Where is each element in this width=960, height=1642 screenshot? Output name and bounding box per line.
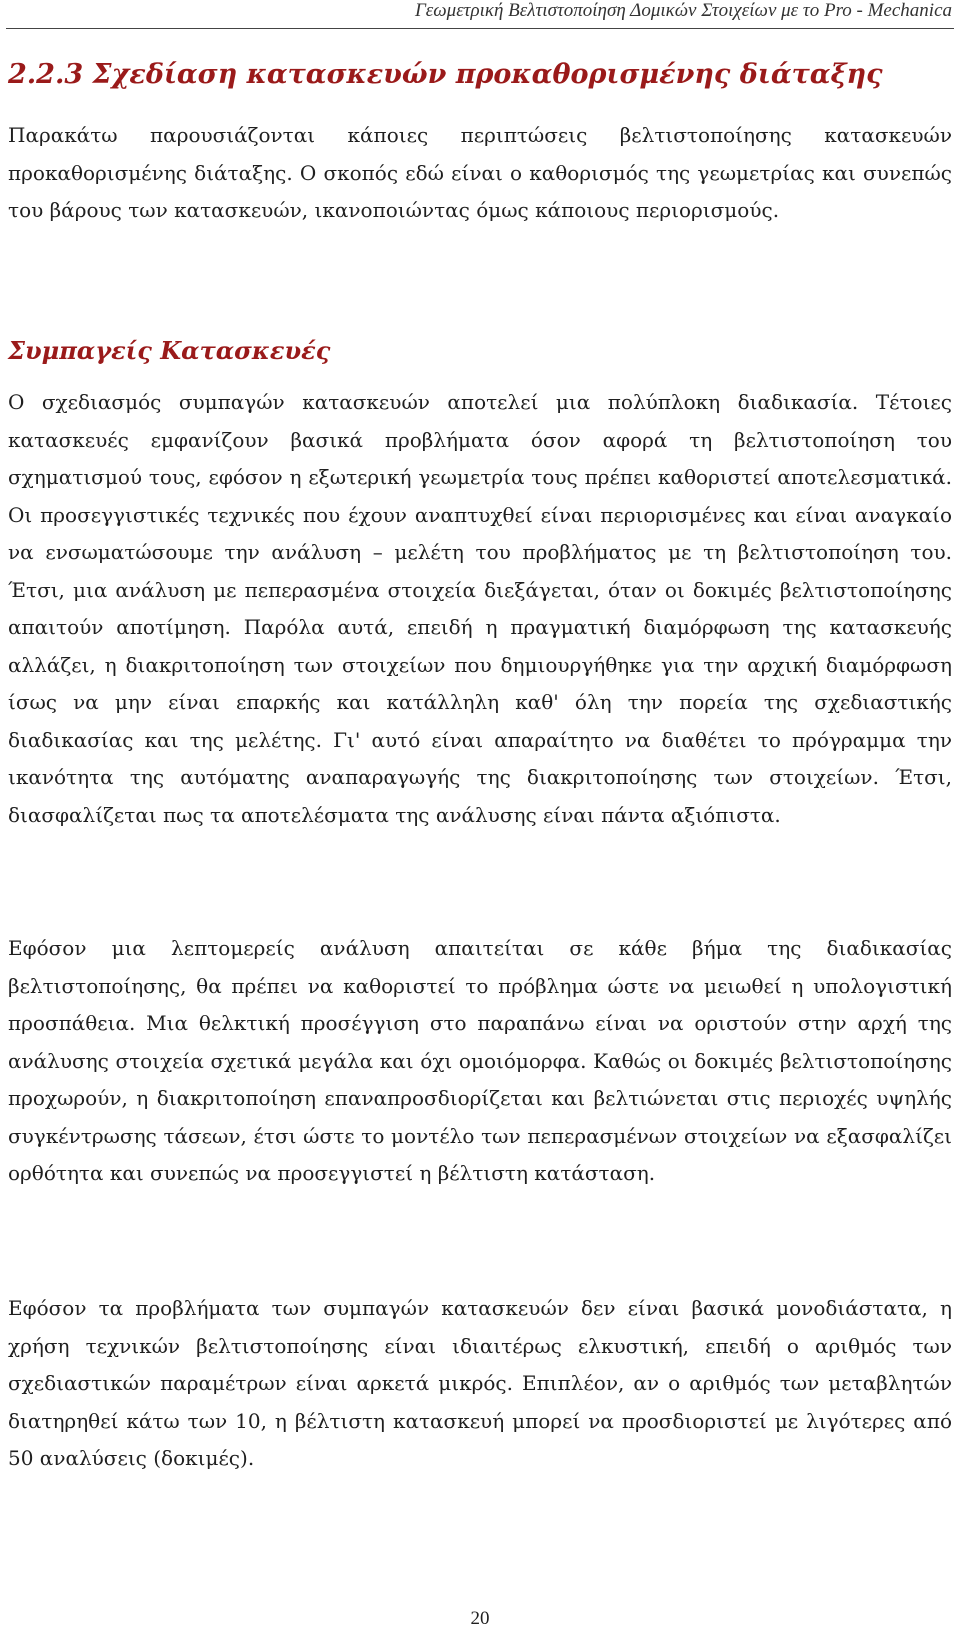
- section-title: 2.2.3 Σχεδίαση κατασκευών προκαθορισμένης διάταξης: [8, 59, 883, 90]
- page-number: 20: [470, 1608, 490, 1629]
- body-paragraph: Ο σχεδιασμός συμπαγών κατασκευών αποτελεί μια πολύπλοκη διαδικασία. Τέτοιες κατασκευές εμφανίζουν βασικά προβλήματα όσον αφορά τη βελτιστοποίηση του σχηματισμού τους, εφόσον η εξωτερική γεωμετρία τους πρέπει καθοριστεί αποτελεσματικά. Οι προσεγγιστικές τεχνικές που έχουν αναπτυχθεί είναι περιορισμένες και είναι αναγκαίο να ενσωματώσουμε την ανάλυση – μελέτη του προβλήματος με τη βελτιστοποίηση του. Έτσι, μια ανάλυση με πεπερασμένα στοιχεία διεξάγεται, όταν οι δοκιμές βελτιστοποίησης απαιτούν αποτίμηση. Παρόλα αυτά, επειδή η πραγματική διαμόρφωση της κατασκευής αλλάζει, η διακριτοποίηση των στοιχείων που δημιουργήθηκε για την αρχική διαμόρφωση ίσως να μην είναι επαρκής και κατάλληλη καθ' όλη την πορεία της σχεδιαστικής διαδικασίας και της μελέτης. Γι' αυτό είναι απαραίτητο να διαθέτει το πρόγραμμα την ικανότητα της αυτόματης αναπαραγωγής της διακριτοποίησης των στοιχείων. Έτσι, διασφαλίζεται πως τα αποτελέσματα της ανάλυσης είναι πάντα αξιόπιστα.: [8, 390, 952, 827]
- subsection-heading: Συμπαγείς Κατασκευές: [8, 336, 331, 365]
- intro-paragraph: Παρακάτω παρουσιάζονται κάποιες περιπτώσεις βελτιστοποίησης κατασκευών προκαθορισμένης διάταξης. Ο σκοπός εδώ είναι ο καθορισμός της γεωμετρίας και συνεπώς του βάρους των κατασκευών, ικανοποιώντας όμως κάποιους περιορισμούς.: [8, 123, 952, 222]
- header-divider: [6, 28, 954, 29]
- body-paragraph: Εφόσον μια λεπτομερείς ανάλυση απαιτείται σε κάθε βήμα της διαδικασίας βελτιστοποίησης, θα πρέπει να καθοριστεί το πρόβλημα ώστε να μειωθεί η υπολογιστική προσπάθεια. Μια θελκτική προσέγγιση στο παραπάνω είναι να οριστούν στην αρχή της ανάλυσης στοιχεία σχετικά μεγάλα και όχι ομοιόμορφα. Καθώς οι δοκιμές βελτιστοποίησης προχωρούν, η διακριτοποίηση επαναπροσδιορίζεται και βελτιώνεται στις περιοχές υψηλής συγκέντρωσης τάσεων, έτσι ώστε το μοντέλο των πεπερασμένων στοιχείων να εξασφαλίζει ορθότητα και συνεπώς να προσεγγιστεί η βέλτιστη κατάσταση.: [8, 936, 952, 1185]
- body-paragraph: Εφόσον τα προβλήματα των συμπαγών κατασκευών δεν είναι βασικά μονοδιάστατα, η χρήση τεχνικών βελτιστοποίησης είναι ιδιαιτέρως ελκυστική, επειδή ο αριθμός των σχεδιαστικών παραμέτρων είναι αρκετά μικρός. Επιπλέον, αν ο αριθμός των μεταβλητών διατηρηθεί κάτω των 10, η βέλτιστη κατασκευή μπορεί να προσδιοριστεί με λιγότερες από 50 αναλύσεις (δοκιμές).: [8, 1296, 952, 1470]
- running-header: Γεωμετρική Βελτιστοποίηση Δομικών Στοιχείων με το Pro - Mechanica: [414, 0, 952, 21]
